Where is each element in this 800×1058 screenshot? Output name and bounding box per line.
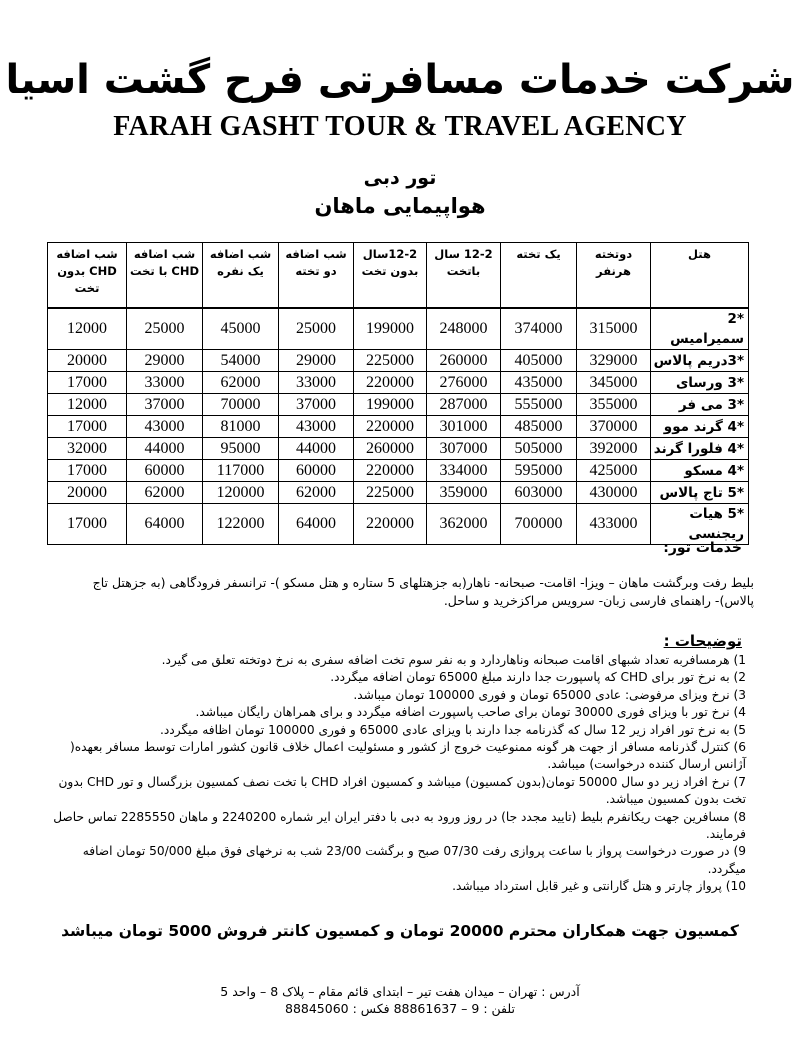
col-header-single: یک تخته (501, 243, 577, 309)
price-cell-chd-bed: 307000 (427, 438, 501, 460)
price-cell-double: 430000 (577, 482, 651, 504)
price-cell-ex-single: 120000 (203, 482, 279, 504)
table-row (48, 372, 749, 394)
price-cell-ex-chd-nobed: 20000 (48, 482, 127, 504)
price-cell-chd-bed: 301000 (427, 416, 501, 438)
phone-fax: تلفن : 9 – 88861637 فکس : 88845060 (285, 1001, 515, 1016)
price-cell-chd-nobed: 220000 (354, 416, 427, 438)
price-cell-double: 329000 (577, 350, 651, 372)
price-cell-chd-bed: 248000 (427, 308, 501, 350)
price-cell-ex-single: 45000 (203, 308, 279, 350)
price-cell-double: 425000 (577, 460, 651, 482)
price-cell-chd-nobed: 220000 (354, 460, 427, 482)
hotel-name-cell: *3 می فر (651, 394, 749, 416)
price-cell-ex-chd-bed: 37000 (127, 394, 203, 416)
price-cell-ex-single: 81000 (203, 416, 279, 438)
price-cell-ex-chd-nobed: 17000 (48, 460, 127, 482)
price-cell-ex-single: 122000 (203, 504, 279, 545)
price-cell-chd-nobed: 260000 (354, 438, 427, 460)
price-cell-chd-nobed: 220000 (354, 372, 427, 394)
price-cell-ex-chd-nobed: 17000 (48, 504, 127, 545)
tour-name: تور دبی (363, 167, 437, 189)
price-cell-single: 603000 (501, 482, 577, 504)
price-cell-ex-chd-nobed: 32000 (48, 438, 127, 460)
col-header-extra-chd-no-bed: شب اضافه CHD بدون تخت (48, 243, 127, 309)
note-item: 7) نرخ افراد زیر دو سال 50000 تومان(بدون کمسیون) میباشد و کمسیون افراد CHD با تخت نصف کمسیون بزرگسال و تور CHD بدون تخت بدون کمسیون میباشد. (58, 774, 746, 807)
price-cell-ex-chd-nobed: 12000 (48, 308, 127, 350)
col-header-extra-double: شب اضافه دو تخته (279, 243, 354, 309)
company-name-en: FARAH GASHT TOUR & TRAVEL AGENCY (113, 111, 687, 142)
price-cell-ex-chd-bed: 25000 (127, 308, 203, 350)
hotel-name-cell: *2 سمیرامیس (651, 308, 749, 350)
note-item: 3) نرخ ویزای مرفوضی: عادی 65000 تومان و فوری 100000 تومان میباشد. (353, 687, 746, 702)
col-header-extra-single: شب اضافه یک نفره (203, 243, 279, 309)
price-cell-ex-single: 54000 (203, 350, 279, 372)
note-item: 2) به نرخ تور برای CHD که پاسپورت جدا دارند مبلغ 65000 تومان اضافه میگردد. (330, 670, 746, 685)
price-cell-ex-chd-bed: 60000 (127, 460, 203, 482)
price-cell-single: 505000 (501, 438, 577, 460)
price-cell-chd-nobed: 225000 (354, 482, 427, 504)
table-header-row (48, 243, 749, 309)
hotel-name-cell: *3 ورسای (651, 372, 749, 394)
address: آدرس : تهران – میدان هفت تیر – ابتدای قائم مقام – پلاک 8 – واحد 5 (220, 984, 580, 999)
price-cell-single: 405000 (501, 350, 577, 372)
price-cell-single: 700000 (501, 504, 577, 545)
price-cell-double: 345000 (577, 372, 651, 394)
hotel-name-cell: *3دریم پالاس (651, 350, 749, 372)
price-table (47, 242, 749, 545)
notes-list (46, 652, 746, 896)
table-row (48, 482, 749, 504)
price-cell-ex-chd-nobed: 20000 (48, 350, 127, 372)
price-cell-ex-double: 33000 (279, 372, 354, 394)
note-item: 1) هرمسافربه تعداد شبهای اقامت صبحانه وناهاردارد و به نفر سوم تخت اضافه سفری به نرخ دوتخته تعلق می گیرد. (161, 653, 746, 667)
price-cell-single: 435000 (501, 372, 577, 394)
price-cell-ex-chd-bed: 64000 (127, 504, 203, 545)
price-cell-ex-double: 64000 (279, 504, 354, 545)
col-header-child-bed: 12-2 سال باتخت (427, 243, 501, 309)
hotel-name-cell: *5 تاج پالاس (651, 482, 749, 504)
price-cell-ex-single: 70000 (203, 394, 279, 416)
price-cell-chd-nobed: 225000 (354, 350, 427, 372)
price-cell-double: 315000 (577, 308, 651, 350)
note-item: 5) به نرخ تور افراد زیر 12 سال که گذرنامه جدا دارند با ویزای عادی 65000 و فوری 100000 تومان اظافه میگردد. (160, 722, 746, 737)
col-header-double: دوتخته هرنفر (577, 243, 651, 309)
table-row (48, 504, 749, 545)
note-item: 6) کنترل گذرنامه مسافر از جهت هر گونه ممنوعیت خروج از کشور و مسئولیت اعمال خلاف قانون کشور امارات توسط مسافر بعهده( آژانس ارسال کننده درخواست) میباشد. (70, 740, 746, 772)
col-header-child-no-bed: 12-2سال بدون تخت (354, 243, 427, 309)
airline-name: هواپیمایی ماهان (314, 194, 486, 218)
note-item: 8) مسافرین جهت ریکانفرم بلیط (تایید مجدد جا) در روز ورود به دبی با دفتر ایران ایر شماره 2240200 و ماهان 2285550 تماس حاصل فرمایند. (53, 809, 746, 842)
table-row (48, 350, 749, 372)
price-cell-ex-single: 62000 (203, 372, 279, 394)
price-cell-single: 374000 (501, 308, 577, 350)
commission-note: کمسیون جهت همکاران محترم 20000 تومان و کمسیون کانتر فروش 5000 تومان میباشد (61, 922, 739, 940)
table-row (48, 308, 749, 350)
price-cell-chd-nobed: 199000 (354, 308, 427, 350)
price-cell-ex-single: 95000 (203, 438, 279, 460)
company-name-fa: شرکت خدمات مسافرتی فرح گشت اسیا (5, 57, 795, 103)
price-cell-ex-chd-nobed: 17000 (48, 416, 127, 438)
note-item: 9) در صورت درخواست پرواز با ساعت پروازی رفت 07/30 صبح و برگشت 23/00 شب به نرخهای فوق مبلغ 50/000 تومان اضافه میگردد. (82, 844, 746, 876)
col-header-extra-chd-bed: شب اضافه CHD با تخت (127, 243, 203, 309)
price-cell-single: 555000 (501, 394, 577, 416)
hotel-name-cell: *4 فلورا گرند (651, 438, 749, 460)
price-cell-double: 433000 (577, 504, 651, 545)
price-cell-single: 595000 (501, 460, 577, 482)
services-text: بلیط رفت وبرگشت ماهان – ویزا- اقامت- صبحانه- ناهار(به جزهتلهای 5 ستاره و هتل مسکو )- ترانسفر فرودگاهی (به جزهتل تاج پالاس)- راهنمای فارسی زبان- سرویس مراکزخرید و ساحل. (92, 575, 754, 608)
hotel-name-cell: *4 مسکو (651, 460, 749, 482)
hotel-name-cell: *5 هیات ریجنسی (651, 504, 749, 545)
price-cell-ex-chd-bed: 44000 (127, 438, 203, 460)
table-row (48, 394, 749, 416)
price-cell-ex-chd-bed: 29000 (127, 350, 203, 372)
services-heading: خدمات تور: (663, 540, 742, 556)
price-cell-chd-bed: 334000 (427, 460, 501, 482)
price-cell-ex-double: 29000 (279, 350, 354, 372)
price-cell-chd-nobed: 199000 (354, 394, 427, 416)
price-cell-double: 355000 (577, 394, 651, 416)
price-cell-chd-nobed: 220000 (354, 504, 427, 545)
price-cell-double: 392000 (577, 438, 651, 460)
price-cell-ex-double: 25000 (279, 308, 354, 350)
table-row (48, 438, 749, 460)
hotel-name-cell: *4 گرند موو (651, 416, 749, 438)
price-cell-chd-bed: 260000 (427, 350, 501, 372)
price-cell-ex-chd-bed: 62000 (127, 482, 203, 504)
price-cell-double: 370000 (577, 416, 651, 438)
price-cell-ex-double: 62000 (279, 482, 354, 504)
price-cell-ex-single: 117000 (203, 460, 279, 482)
price-cell-single: 485000 (501, 416, 577, 438)
price-cell-chd-bed: 362000 (427, 504, 501, 545)
price-cell-ex-chd-bed: 33000 (127, 372, 203, 394)
price-cell-ex-chd-nobed: 12000 (48, 394, 127, 416)
price-cell-ex-double: 44000 (279, 438, 354, 460)
price-cell-ex-double: 43000 (279, 416, 354, 438)
price-cell-ex-double: 37000 (279, 394, 354, 416)
price-cell-ex-chd-bed: 43000 (127, 416, 203, 438)
price-cell-ex-chd-nobed: 17000 (48, 372, 127, 394)
table-row (48, 416, 749, 438)
price-cell-chd-bed: 359000 (427, 482, 501, 504)
table-row (48, 460, 749, 482)
note-item: 10) پرواز چارتر و هتل گارانتی و غیر قابل استرداد میباشد. (452, 879, 746, 894)
price-cell-chd-bed: 276000 (427, 372, 501, 394)
price-cell-chd-bed: 287000 (427, 394, 501, 416)
price-cell-ex-double: 60000 (279, 460, 354, 482)
notes-heading: توضیحات : (663, 632, 742, 650)
col-header-hotel: هتل (651, 243, 749, 309)
note-item: 4) نرخ تور با ویزای فوری 30000 تومان برای صاحب پاسپورت اضافه میگردد و برای همراهان رایگان میباشد. (195, 705, 746, 720)
